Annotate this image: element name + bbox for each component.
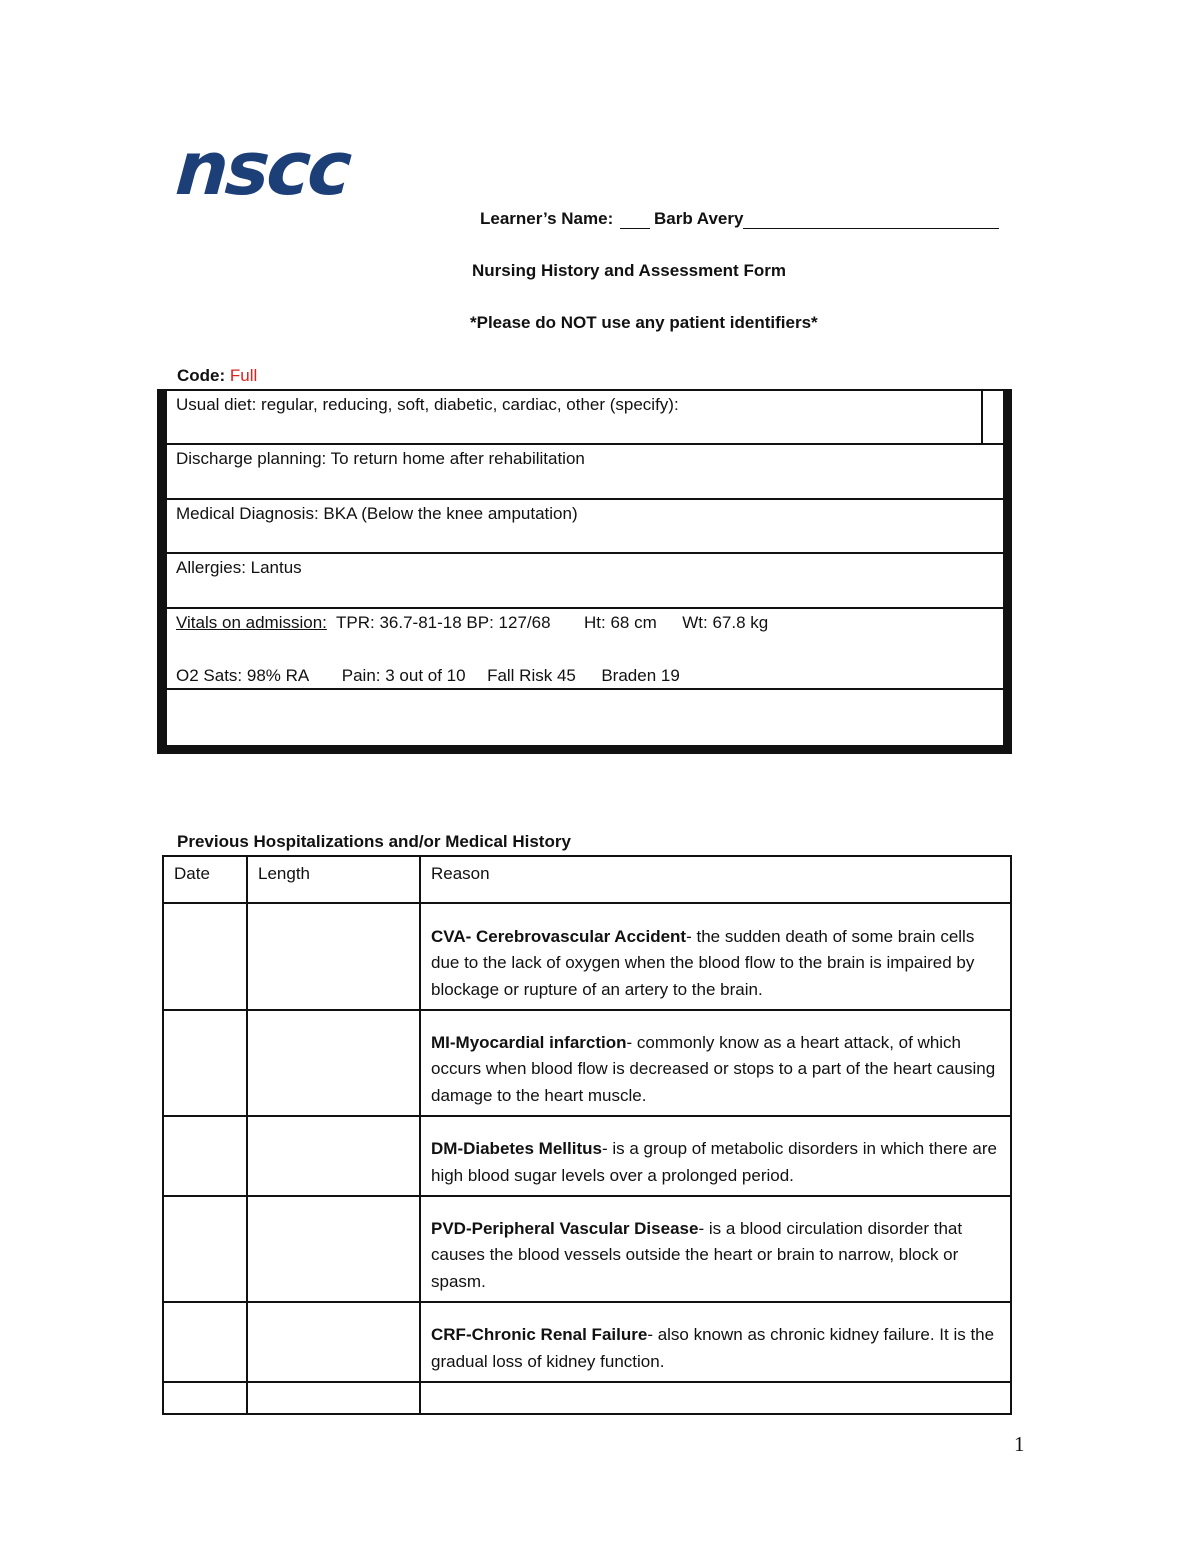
header-date: Date — [163, 856, 247, 903]
length-cell — [247, 1116, 420, 1196]
usual-diet-row — [167, 391, 1003, 445]
length-cell — [247, 1010, 420, 1116]
reason-description: - is a blood circulation disorder that causes the blood vessels outside the heart or brain to narrow, block or spasm. — [431, 1218, 963, 1291]
table-row — [163, 1116, 1011, 1196]
reason-cell — [420, 1196, 1011, 1302]
reason-term: CRF-Chronic Renal Failure — [431, 1325, 648, 1344]
vitals-tpr-bp: TPR: 36.7-81-18 BP: 127/68 — [336, 613, 551, 632]
reason-cell — [420, 903, 1011, 1010]
date-cell — [163, 1116, 247, 1196]
date-cell — [163, 1010, 247, 1116]
vitals-label: Vitals on admission: — [176, 613, 327, 632]
learner-name-label: Learner’s Name: — [480, 209, 614, 228]
length-cell — [247, 1382, 420, 1414]
discharge-planning-row — [167, 445, 1003, 500]
fall-risk: Fall Risk 45 — [487, 666, 576, 685]
empty-row — [167, 690, 1003, 747]
header-reason: Reason — [420, 856, 1011, 903]
date-cell — [163, 1302, 247, 1382]
reason-description: - also known as chronic kidney failure. It is the gradual loss of kidney function. — [431, 1325, 995, 1371]
vitals-row — [167, 609, 1003, 690]
allergies-row — [167, 554, 1003, 609]
allergies-text: Allergies: Lantus — [176, 558, 302, 577]
vitals-weight: Wt: 67.8 kg — [682, 613, 769, 632]
usual-diet-text: Usual diet: regular, reducing, soft, diabetic, cardiac, other (specify): — [176, 395, 679, 414]
learner-name-line — [480, 209, 999, 229]
reason-cell — [420, 1116, 1011, 1196]
discharge-planning-text: Discharge planning: To return home after rehabilitation — [176, 449, 585, 468]
date-cell — [163, 1382, 247, 1414]
reason-description: - is a group of metabolic disorders in which there are high blood sugar levels over a prolonged period. — [431, 1139, 997, 1185]
page-number: 1 — [1014, 1432, 1025, 1456]
history-table — [162, 855, 1012, 1415]
underline-blank — [620, 211, 650, 229]
warning-text: *Please do NOT use any patient identifiers* — [470, 313, 818, 332]
medical-diagnosis-text: Medical Diagnosis: BKA (Below the knee amputation) — [176, 504, 578, 523]
table-row — [163, 1010, 1011, 1116]
underline-blank — [743, 211, 999, 229]
table-row — [163, 903, 1011, 1010]
o2-sats: O2 Sats: 98% RA — [176, 666, 309, 685]
pain-score: Pain: 3 out of 10 — [341, 666, 466, 685]
braden-score: Braden 19 — [601, 666, 680, 685]
date-cell — [163, 1196, 247, 1302]
length-cell — [247, 1196, 420, 1302]
table-row — [163, 1382, 1011, 1414]
reason-cell — [420, 1010, 1011, 1116]
table-row — [163, 1196, 1011, 1302]
length-cell — [247, 1302, 420, 1382]
vitals-height: Ht: 68 cm — [584, 613, 657, 632]
code-value: Full — [229, 366, 258, 385]
reason-description: - the sudden death of some brain cells due to the lack of oxygen when the blood flow to the brain is impaired by blockage or rupture of an artery to the brain. — [431, 926, 975, 999]
reason-cell — [420, 1302, 1011, 1382]
reason-cell — [420, 1382, 1011, 1414]
code-label: Code: — [177, 366, 226, 385]
date-cell — [163, 903, 247, 1010]
learner-name-value: Barb Avery — [653, 209, 744, 228]
reason-term: DM-Diabetes Mellitus — [431, 1139, 602, 1158]
vitals-line — [176, 613, 768, 633]
medical-diagnosis-row — [167, 500, 1003, 554]
diet-checkbox-cell[interactable] — [981, 391, 1003, 443]
history-title: Previous Hospitalizations and/or Medical History — [177, 832, 571, 851]
assessment-box — [157, 389, 1012, 754]
reason-term: MI-Myocardial infarction — [431, 1032, 627, 1052]
table-header-row — [163, 856, 1011, 903]
header-length: Length — [247, 856, 420, 903]
length-cell — [247, 903, 420, 1010]
nscc-logo: nscc — [172, 126, 352, 212]
table-row — [163, 1302, 1011, 1382]
reason-term: CVA- Cerebrovascular Accident — [431, 926, 687, 946]
reason-description: - commonly know as a heart attack, of which occurs when blood flow is decreased or stops to a part of the heart causing damage to the heart muscle. — [431, 1032, 996, 1105]
reason-term: PVD-Peripheral Vascular Disease — [431, 1218, 699, 1238]
code-status — [177, 366, 257, 386]
form-title: Nursing History and Assessment Form — [472, 261, 786, 280]
vitals-line-2 — [176, 666, 680, 686]
